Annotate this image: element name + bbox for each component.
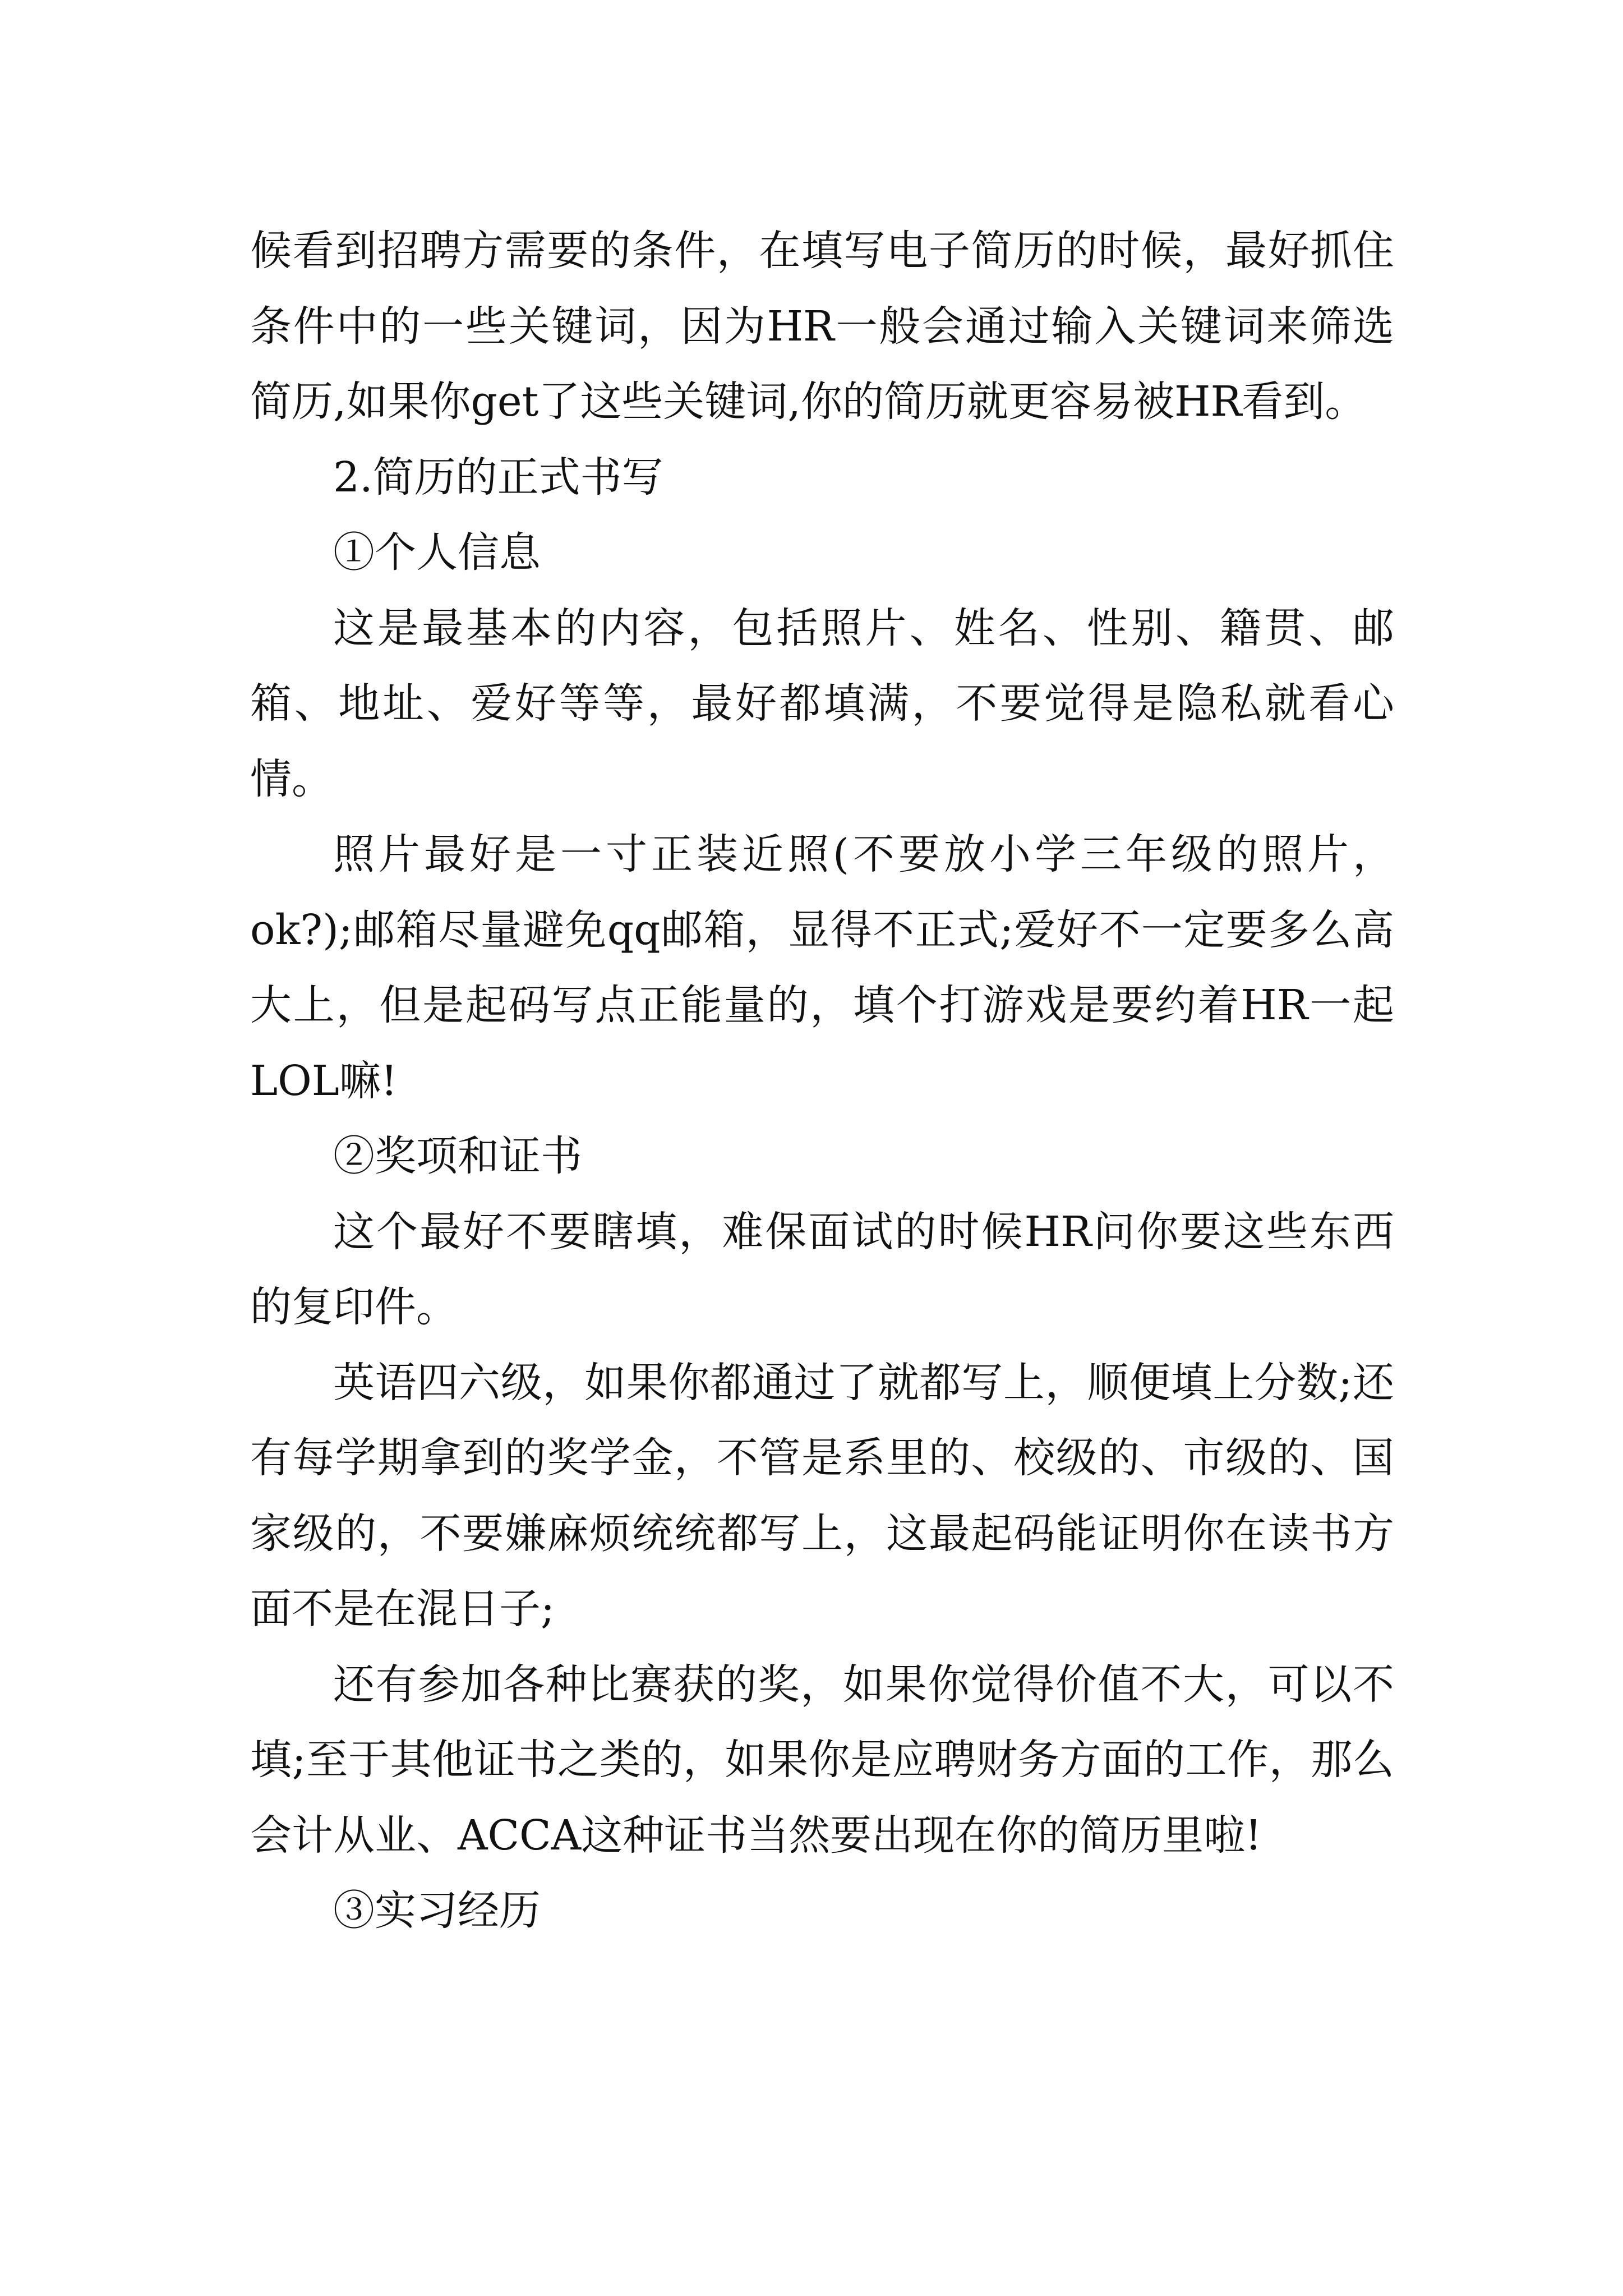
document-body (250, 213, 1394, 1949)
paragraph-photo-email-hobbies: 照片最好是一寸正装近照(不要放小学三年级的照片，ok?);邮箱尽量避免qq邮箱，显得不正式;爱好不一定要多么高大上，但是起码写点正能量的，填个打游戏是要约着HR一起LOL嘛! (250, 830, 1394, 1105)
heading-formal-resume-writing: 2.简历的正式书写 (333, 453, 663, 501)
paragraph-english-scholarships: 英语四六级，如果你都通过了就都写上，顺便填上分数;还有每学期拿到的奖学金，不管是系里的、校级的、市级的、国家级的，不要嫌麻烦统统都写上，这最起码能证明你在读书方面不是在混日子; (250, 1358, 1394, 1633)
subheading-personal-info: ①个人信息 (333, 528, 541, 577)
paragraph-competitions-certificates: 还有参加各种比赛获的奖，如果你觉得价值不大，可以不填;至于其他证书之类的，如果你是应聘财务方面的工作，那么会计从业、ACCA这种证书当然要出现在你的简历里啦! (250, 1660, 1394, 1860)
paragraph-continued-keywords: 候看到招聘方需要的条件，在填写电子简历的时候，最好抓住条件中的一些关键词，因为HR一般会通过输入关键词来筛选简历,如果你get了这些关键词,你的简历就更容易被HR看到。 (250, 227, 1394, 426)
paragraph-personal-info-basics: 这是最基本的内容，包括照片、姓名、性别、籍贯、邮箱、地址、爱好等等，最好都填满，不要觉得是隐私就看心情。 (250, 604, 1394, 803)
paragraph-no-false-claims: 这个最好不要瞎填，难保面试的时候HR问你要这些东西的复印件。 (250, 1207, 1394, 1331)
subheading-internship-experience: ③实习经历 (333, 1887, 541, 1935)
subheading-awards-certificates: ②奖项和证书 (333, 1132, 582, 1180)
